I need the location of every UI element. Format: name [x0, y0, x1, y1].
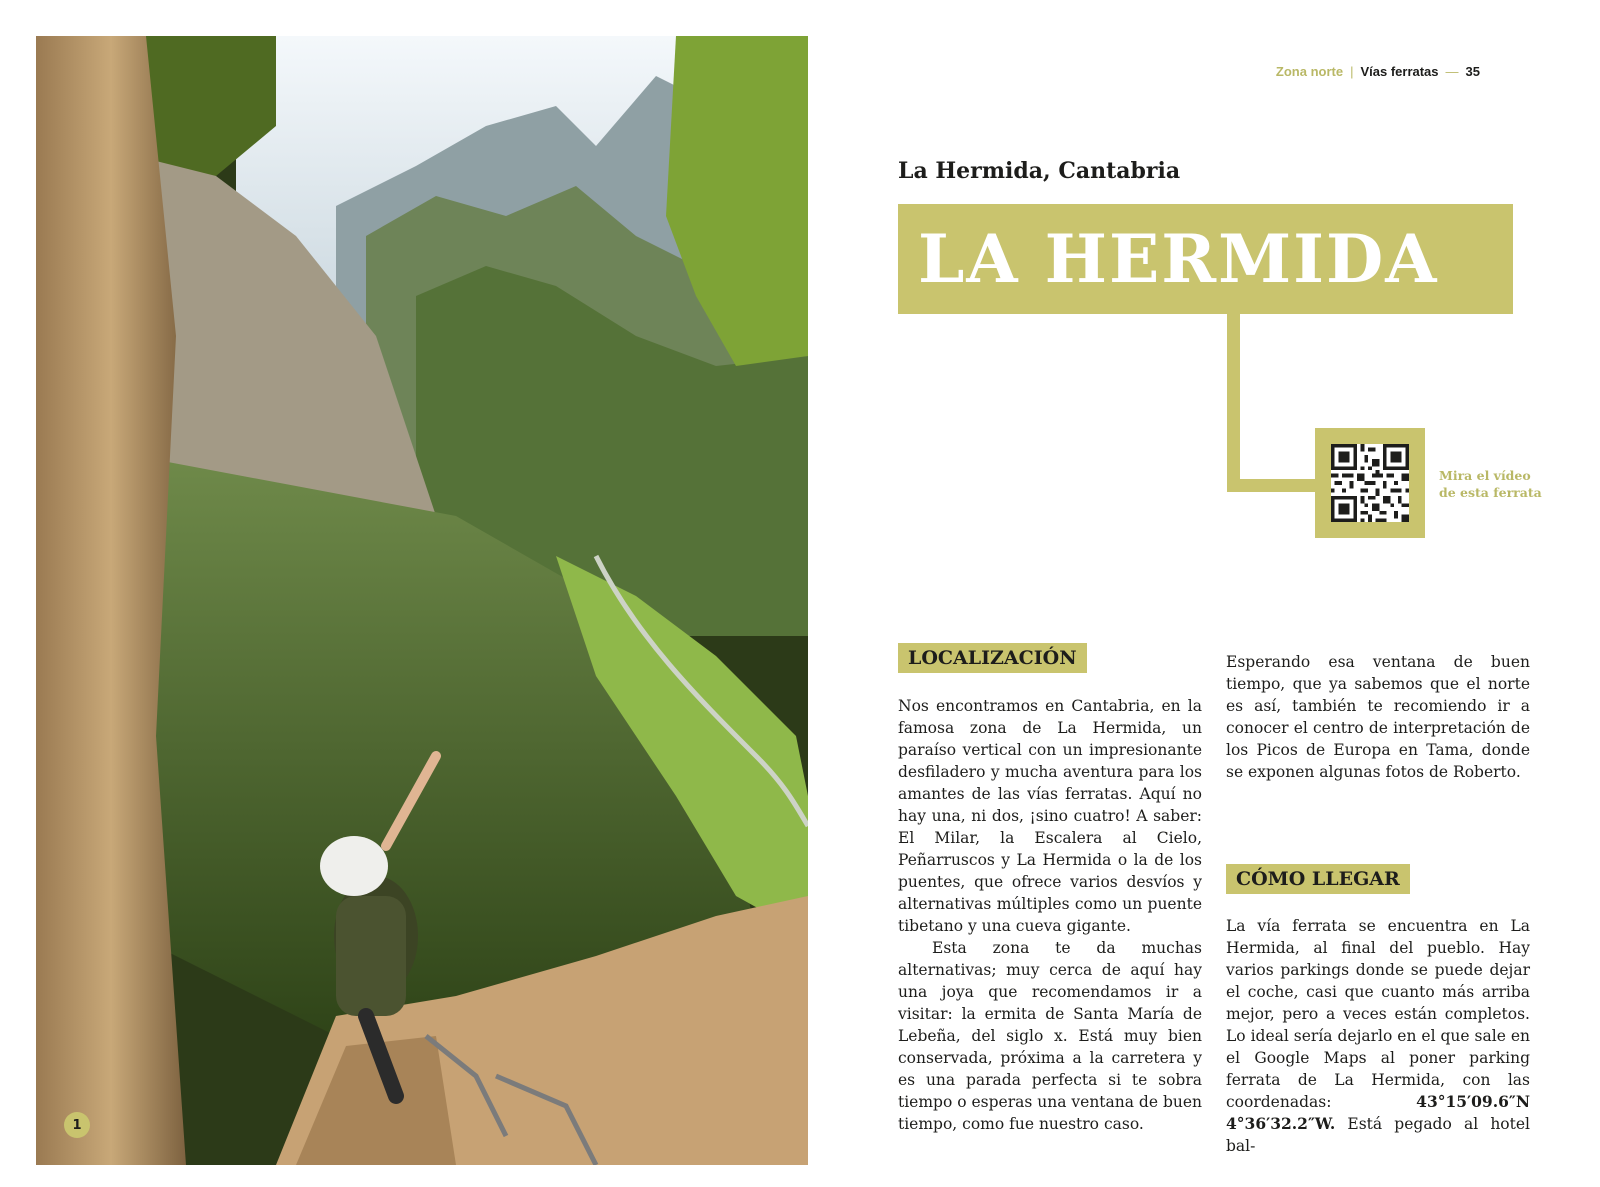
right-column-top-text	[1226, 651, 1530, 783]
qr-caption	[1439, 467, 1559, 501]
running-head	[1276, 64, 1480, 79]
running-head-dash: —	[1445, 64, 1459, 79]
como-llegar-text-after: Está pegado al hotel bal-	[1226, 1115, 1530, 1155]
left-column-text	[898, 695, 1202, 1135]
landscape-illustration	[36, 36, 808, 1165]
como-llegar-paragraph	[1226, 915, 1530, 1157]
photo-number-badge: 1	[64, 1112, 90, 1138]
localizacion-paragraph-1: Nos encontramos en Cantabria, en la famosa zona de La Hermida, un paraíso vertical con un impresionante desfiladero y mucha aventura para los amantes de las vías ferratas. Aquí no hay una, ni dos, ¡sino cuatro! A saber: El Milar, la Escalera al Cielo, Peñarruscos y La Hermida o la de los puentes, que ofrece varios desvíos y alternativas múltiples como un puente tibetano y una cueva gigante.	[898, 697, 1202, 935]
right-column-bottom-text	[1226, 915, 1530, 1157]
coordinates: 43°15′09.6″N 4°36′32.2″W.	[1226, 1092, 1530, 1133]
qr-code-box[interactable]	[1315, 428, 1425, 538]
title-box	[898, 204, 1513, 314]
qr-code-icon	[1331, 444, 1409, 522]
localizacion-paragraph-3: Esperando esa ventana de buen tiempo, que ya sabemos que el norte es así, también te recomiendo ir a conocer el centro de interpretación de los Picos de Europa en Tama, donde se exponen algunas fotos de Roberto.	[1226, 653, 1530, 781]
running-head-chapter: Vías ferratas	[1360, 64, 1439, 79]
page-title: LA HERMIDA	[918, 220, 1439, 298]
qr-caption-line-2: de esta ferrata	[1439, 485, 1542, 500]
como-llegar-text-before: La vía ferrata se encuentra en La Hermida, al final del pueblo. Hay varios parkings donde se puede dejar el coche, casi que cuanto más arriba mejor, pero a veces están completos. Lo ideal sería dejarlo en el que sale en el Google Maps al poner parking ferrata de La Hermida, con las coordenadas:	[1226, 917, 1530, 1111]
running-head-section: Zona norte	[1275, 64, 1344, 79]
page-number: 35	[1465, 64, 1480, 79]
section-label-como-llegar: CÓMO LLEGAR	[1226, 864, 1410, 894]
localizacion-paragraph-2: Esta zona te da muchas alternativas; muy cerca de aquí hay una joya que recomendamos ir a visitar: la ermita de Santa María de Lebeña, del siglo x. Está muy bien conservada, próxima a la carretera y es una parada perfecta si te sobra tiempo o esperas una ventana de buen tiempo, como fue nuestro caso.	[898, 939, 1202, 1133]
qr-caption-line-1: Mira el vídeo	[1439, 468, 1531, 483]
running-head-separator: |	[1350, 64, 1354, 79]
climber-photo	[36, 36, 808, 1165]
location-kicker: La Hermida, Cantabria	[898, 158, 1181, 184]
connector-line-horizontal	[1227, 479, 1317, 492]
connector-line-vertical	[1227, 314, 1240, 492]
section-label-localizacion: LOCALIZACIÓN	[898, 643, 1087, 673]
